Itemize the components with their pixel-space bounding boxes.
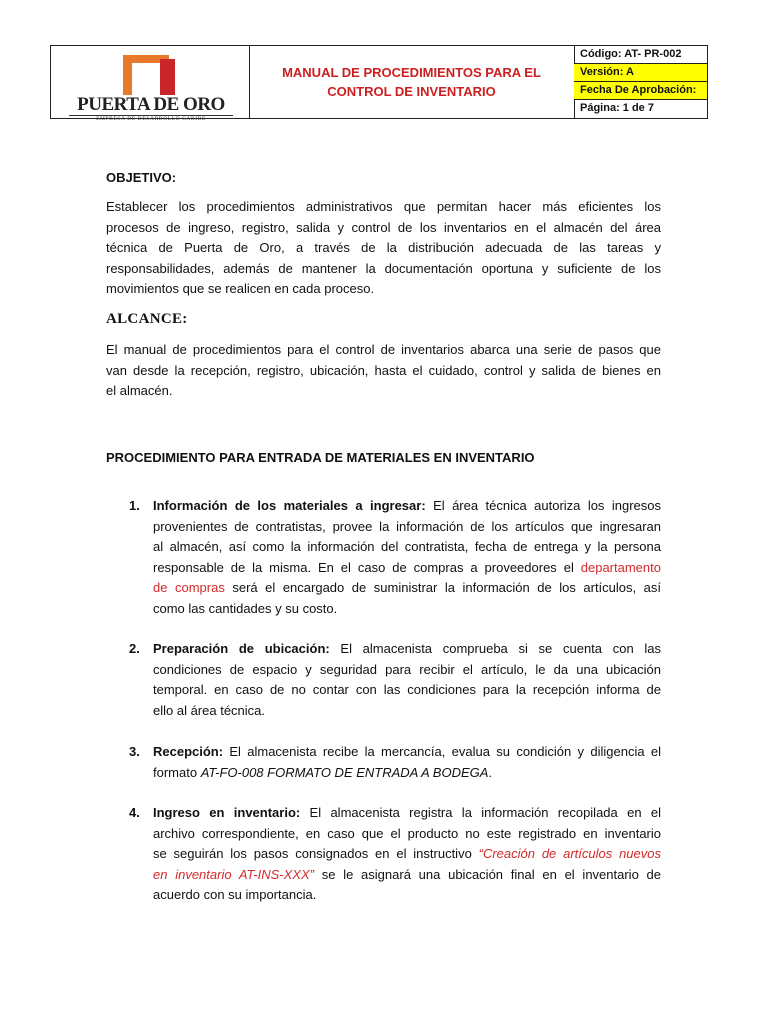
step-line [153,803,661,824]
logo-brand: PUERTA DE ORO [77,94,225,115]
departamento-compras-link: departamento [580,559,661,575]
step-line: al almacén, así como la información del contratista, fecha de entrega y la persona [153,539,661,555]
step-line: archivo correspondiente, en caso que el producto no este registrado en inventario [153,825,661,841]
procedure-step [106,496,661,620]
procedure-step [106,639,661,723]
step-number: 4. [129,805,140,820]
codigo-field: Código: AT- PR-002 [574,46,707,64]
objetivo-line: procesos de ingreso, registro, salida y control de los inventarios en el almacén del área [106,219,661,235]
step-text: . [488,764,493,780]
fecha-aprobacion-field: Fecha De Aprobación: [574,82,707,100]
step-text: se le asignará una ubicación final en el inventario de [313,866,661,882]
step-line [153,763,661,784]
objetivo-line: responsabilidades, además de mantener la documentación oportuna y suficiente de los [106,260,661,276]
step-line: provenientes de contratistas, provee la información de los artículos que ingresaran [153,518,661,534]
document-title [249,46,575,118]
step-body [153,803,661,906]
step-title: Información de los materiales a ingresar: [153,498,426,513]
version-field: Versión: A [574,64,707,82]
step-line: condiciones de espacio y seguridad para recibir el artículo, le da una ubicación [153,661,661,677]
alcance-line: El manual de procedimientos para el control de inventarios abarca una serie de pasos que [106,342,661,357]
objetivo-heading: OBJETIVO: [106,170,177,185]
step-title: Preparación de ubicación: [153,641,330,656]
logo-tagline: EMPRESA DE DESARROLLO CARIBE [96,116,206,122]
step-number: 3. [129,744,140,759]
step-line [153,844,661,865]
title-line-1: MANUAL DE PROCEDIMIENTOS PARA EL [282,65,541,80]
step-text: El almacenista comprueba si se cuenta con las [329,641,661,656]
step-line: como las cantidades y su costo. [153,600,338,616]
step-line [153,496,661,517]
objetivo-line: Establecer los procedimientos administrativos que permitan hacer más eficientes los [106,199,661,214]
departamento-compras-link: de compras [153,580,225,596]
procedure-step [106,803,661,907]
instructivo-reference: en inventario AT-INS-XXX” [153,866,314,882]
company-logo [61,51,239,122]
procedure-step [106,742,661,784]
step-body [153,496,661,620]
logo-cell [51,46,250,122]
step-text: responsable de la misma. En el caso de compras a proveedores el [153,559,581,575]
pagina-field: Página: 1 de 7 [580,102,654,114]
step-text: El área técnica autoriza los ingresos [425,498,661,513]
step-body [153,639,661,721]
step-line [153,865,661,886]
door-logo-icon [121,53,177,95]
alcance-line: van desde la recepción, registro, ubicación, hasta el cuidado, control y salida de bienes en [106,362,661,378]
step-number: 2. [129,641,140,656]
title-line-2: CONTROL DE INVENTARIO [327,84,496,99]
alcance-paragraph [106,340,661,402]
step-line [153,578,661,599]
step-text: formato [153,764,201,780]
step-number: 1. [129,498,140,513]
objetivo-line: técnica de Puerta de Oro, a través de la distribución adecuada de las tareas y [106,240,661,256]
step-title: Ingreso en inventario: [153,805,301,820]
step-body [153,742,661,783]
form-reference: AT-FO-008 FORMATO DE ENTRADA A BODEGA [200,764,489,780]
step-text: se seguirán los pasos consignados en el instructivo [153,846,479,862]
objetivo-paragraph [106,197,661,300]
step-line [153,639,661,660]
objetivo-line: movimientos que se realicen en cada proceso. [106,281,375,297]
procedimiento-heading: PROCEDIMIENTO PARA ENTRADA DE MATERIALES EN INVENTARIO [106,450,535,465]
step-text: El almacenista recibe la mercancía, evalua su condición y diligencia el [223,744,661,759]
step-line: temporal. en caso de no contar con las condiciones para la recepción informa de [153,682,661,698]
step-line: ello al área técnica. [153,702,266,718]
step-text: El almacenista registra la información recopilada en el [300,805,661,820]
step-title: Recepción: [153,744,224,759]
step-text: será el encargado de suministrar la información de los artículos, así [224,580,661,596]
document-header [50,45,708,122]
step-line [153,742,661,763]
alcance-line: el almacén. [106,383,173,399]
instructivo-reference: “Creación de artículos nuevos [478,846,661,862]
step-line [153,558,661,579]
alcance-heading: ALCANCE: [106,311,188,327]
document-meta [574,46,707,118]
step-line: acuerdo con su importancia. [153,887,317,903]
